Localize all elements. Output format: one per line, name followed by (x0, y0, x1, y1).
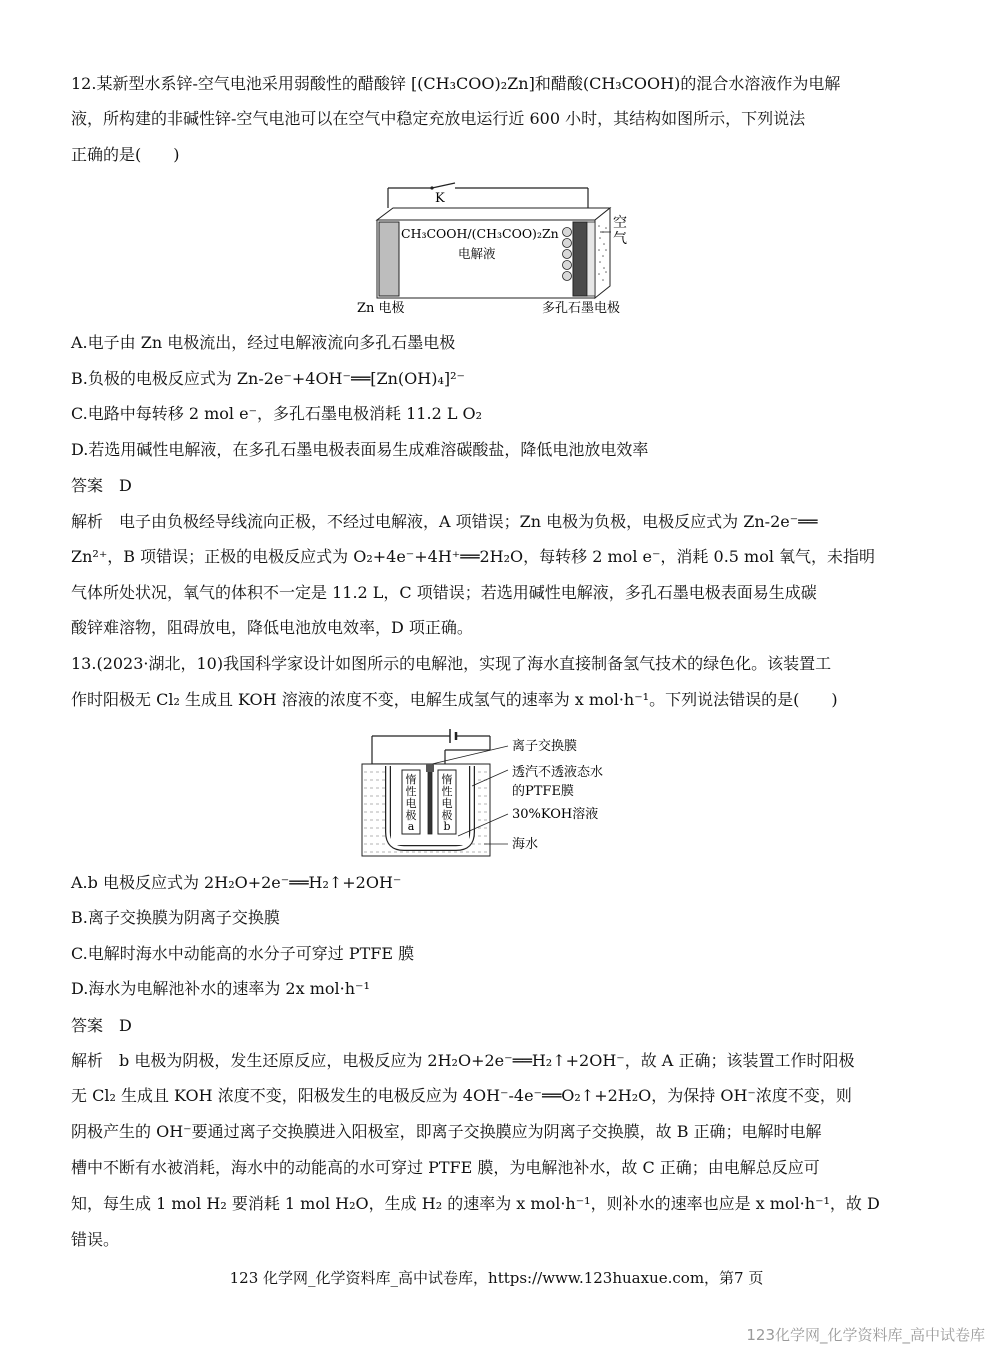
q12-explanation-line-3: 气体所处状况，氧气的体积不一定是 11.2 L，C 项错误；若选用碱性电解液，多孔石墨电极表面易生成碳 (71, 583, 817, 602)
q13-explanation-line-1: 解析 b 电极为阴极，发生还原反应，电极反应为 2H₂O+2e⁻══H₂↑+2OH⁻，故 A 正确；该装置工作时阳极 (71, 1051, 855, 1070)
q13-stem-line-2: 作时阳极无 Cl₂ 生成且 KOH 溶液的浓度不变，电解生成氢气的速率为 x mol·h⁻¹。下列说法错误的是( ) (71, 690, 838, 709)
q12-explanation-line-1: 解析 电子由负极经导线流向正极，不经过电解液，A 项错误；Zn 电极为负极，电极反应式为 Zn-2e⁻══ (71, 512, 818, 531)
q13-stem-line-1: 13.(2023·湖北，10)我国科学家设计如图所示的电解池，实现了海水直接制备氢气技术的绿色化。该装置工 (71, 654, 832, 673)
q13-explanation-line-5: 知，每生成 1 mol H₂ 要消耗 1 mol H₂O，生成 H₂ 的速率为 x mol·h⁻¹，则补水的速率也应是 x mol·h⁻¹，故 D (71, 1194, 880, 1213)
zn-electrode (379, 222, 399, 296)
q13-answer: 答案 D (71, 1016, 132, 1035)
q12-option-c: C.电路中每转移 2 mol e⁻，多孔石墨电极消耗 11.2 L O₂ (71, 404, 483, 423)
graphite-electrode (573, 222, 587, 296)
electrolyte-label: 电解液 (458, 246, 496, 261)
q12-explanation-line-4: 酸锌难溶物，阻碍放电，降低电池放电效率，D 项正确。 (71, 618, 473, 637)
electrode-a-char: 极 (405, 809, 417, 822)
electrolyte-formula: CH₃COOH/(CH₃COO)₂Zn (401, 226, 559, 241)
q13-option-d: D.海水为电解池补水的速率为 2x mol·h⁻¹ (71, 979, 370, 998)
electrode-a-char: a (407, 820, 415, 833)
q13-explanation-line-4: 槽中不断有水被消耗，海水中的动能高的水可穿过 PTFE 膜，为电解池补水，故 C 正确；由电解总反应可 (71, 1158, 820, 1177)
electrode-a-char: 性 (405, 785, 417, 798)
q13-explanation-line-6: 错误。 (71, 1230, 120, 1249)
air-label-2: 气 (613, 231, 627, 247)
q12-stem-line-3: 正确的是( ) (71, 145, 180, 164)
q12-option-a: A.电子由 Zn 电极流出，经过电解液流向多孔石墨电极 (71, 333, 456, 352)
label-ion-exchange-membrane: 离子交换膜 (512, 739, 578, 754)
q13-explanation-line-3: 阴极产生的 OH⁻要通过离子交换膜进入阳极室，即离子交换膜应为阴离子交换膜，故 B 正确；电解时电解 (71, 1122, 822, 1141)
q12-explanation-line-2: Zn²⁺，B 项错误；正极的电极反应式为 O₂+4e⁻+4H⁺══2H₂O，每转移 2 mol e⁻，消耗 0.5 mol 氧气，未指明 (71, 547, 876, 566)
q13-explanation-line-2: 无 Cl₂ 生成且 KOH 浓度不变，阳极发生的电极反应为 4OH⁻-4e⁻══O₂↑+2H₂O，为保持 OH⁻浓度不变，则 (71, 1086, 852, 1105)
q12-answer: 答案 D (71, 476, 132, 495)
zn-air-battery-figure (355, 180, 655, 320)
electrode-b-char: 电 (441, 797, 453, 810)
label-seawater: 海水 (512, 837, 539, 852)
label-koh: 30%KOH溶液 (512, 807, 599, 822)
electrolysis-cell-figure (360, 724, 640, 864)
label-ptfe-line-1: 透汽不透液态水 (512, 765, 604, 780)
graphite-electrode-label: 多孔石墨电极 (542, 301, 621, 316)
electrode-b-char: 极 (441, 809, 453, 822)
electrode-b-char: 惰 (441, 773, 453, 786)
q12-option-d: D.若选用碱性电解液，在多孔石墨电极表面易生成难溶碳酸盐，降低电池放电效率 (71, 440, 649, 459)
switch-lever (432, 183, 455, 188)
page-footer: 123 化学网_化学资料库_高中试卷库，https://www.123huaxue.com，第7 页 (229, 1269, 764, 1287)
switch-label: K (435, 191, 445, 206)
electrode-b-char: b (443, 820, 451, 833)
q12-stem-line-2: 液，所构建的非碱性锌-空气电池可以在空气中稳定充放电运行近 600 小时，其结构如图所示，下列说法 (71, 109, 806, 128)
ion-exchange-membrane (428, 770, 432, 834)
zn-electrode-label: Zn 电极 (357, 301, 405, 316)
electrode-a-char: 电 (405, 797, 417, 810)
label-ptfe-line-2: 的PTFE膜 (512, 784, 574, 799)
q13-option-c: C.电解时海水中动能高的水分子可穿过 PTFE 膜 (71, 944, 415, 963)
air-label-1: 空 (613, 215, 627, 231)
watermark: 123化学网_化学资料库_高中试卷库 (746, 1326, 985, 1344)
q12-stem-line-1: 12.某新型水系锌-空气电池采用弱酸性的醋酸锌 [(CH₃COO)₂Zn]和醋酸(CH₃COOH)的混合水溶液作为电解 (71, 74, 841, 93)
q12-option-b: B.负极的电极反应式为 Zn-2e⁻+4OH⁻══[Zn(OH)₄]²⁻ (71, 369, 465, 388)
q13-option-b: B.离子交换膜为阴离子交换膜 (71, 908, 280, 927)
q13-option-a: A.b 电极反应式为 2H₂O+2e⁻══H₂↑+2OH⁻ (71, 873, 402, 892)
electrode-a-char: 惰 (405, 773, 417, 786)
electrode-b-char: 性 (441, 785, 453, 798)
